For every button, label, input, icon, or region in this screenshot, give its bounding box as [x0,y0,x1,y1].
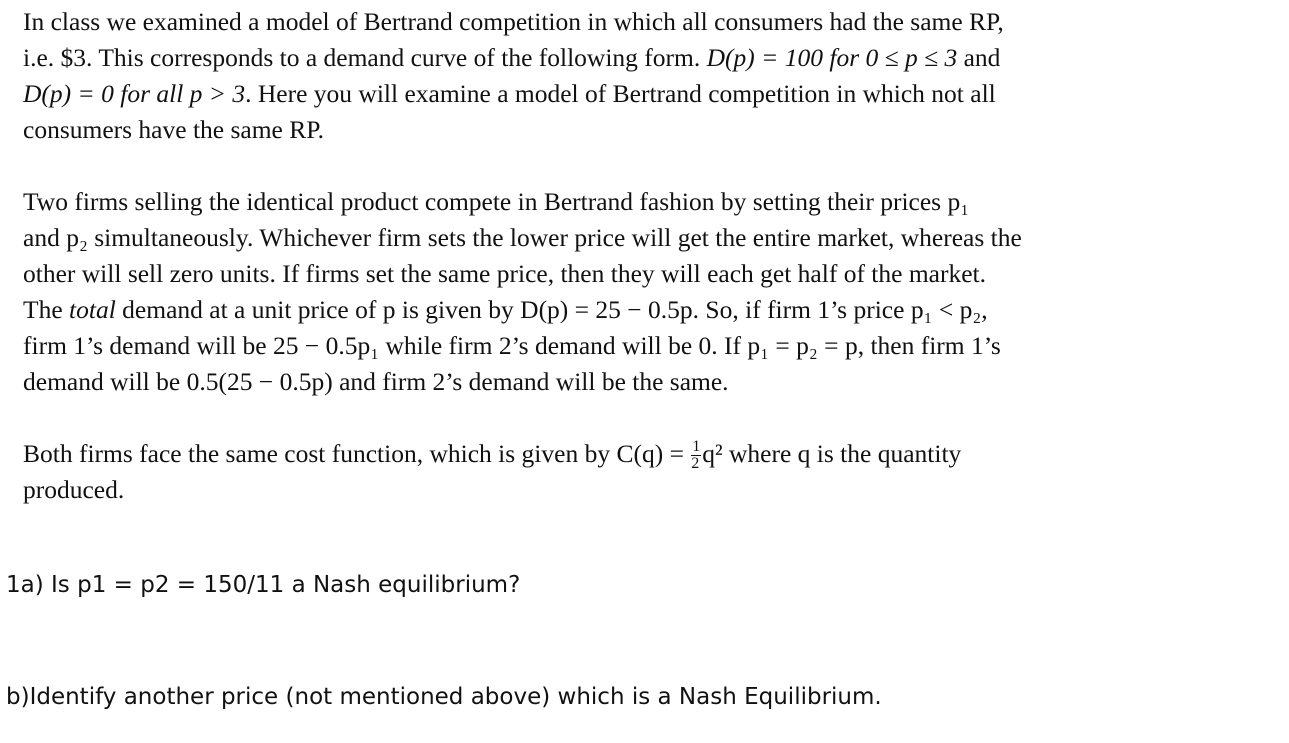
emphasis-total: total [69,295,116,324]
text-line: In class we examined a model of Bertrand competition in which all consumers had the same RP, [23,7,1004,36]
math-demand-zero: D(p) = 0 for all p > 3 [23,79,246,108]
fraction-one-half [691,439,701,472]
fraction-numerator: 1 [692,437,701,455]
text-segment: demand at a unit price of p is given by D(p) = 25 − 0.5p. So, if firm 1’s price p₁ < p₂, [115,295,988,324]
text-line [23,40,1263,76]
paragraph-cost-function [23,436,1263,508]
question-1b: b)Identify another price (not mentioned above) which is a Nash Equilibrium. [6,684,882,710]
text-line [23,76,1263,112]
text-line: demand will be 0.5(25 − 0.5p) and firm 2’s demand will be the same. [23,367,729,396]
fraction-denominator: 2 [691,454,700,472]
text-line: Two firms selling the identical product compete in Bertrand fashion by setting their prices p₁ [23,187,970,216]
question-1a: 1a) Is p1 = p2 = 150/11 a Nash equilibrium? [6,572,521,598]
text-segment: i.e. $3. This corresponds to a demand curve of the following form. [23,43,707,72]
text-segment: and [957,43,1001,72]
text-segment: The [23,295,70,324]
text-line: produced. [23,475,125,504]
text-line: other will sell zero units. If firms set the same price, then they will each get half of the market. [23,259,987,288]
math-demand-equation: D(p) = 100 for 0 ≤ p ≤ 3 [706,43,958,72]
text-segment: q² where q is the quantity [702,439,962,468]
text-line: consumers have the same RP. [23,115,324,144]
text-line [23,292,1263,328]
paragraph-two-firms [23,184,1263,400]
paragraph-bertrand-intro [23,4,1263,148]
text-segment: Both firms face the same cost function, which is given by C(q) = [23,439,691,468]
text-line: and p₂ simultaneously. Whichever firm sets the lower price will get the entire market, whereas the [23,223,1022,252]
text-segment: . Here you will examine a model of Bertrand competition in which not all [245,79,996,108]
text-line: firm 1’s demand will be 25 − 0.5p₁ while firm 2’s demand will be 0. If p₁ = p₂ = p, then firm 1’s [23,331,1001,360]
text-line [23,436,1263,472]
